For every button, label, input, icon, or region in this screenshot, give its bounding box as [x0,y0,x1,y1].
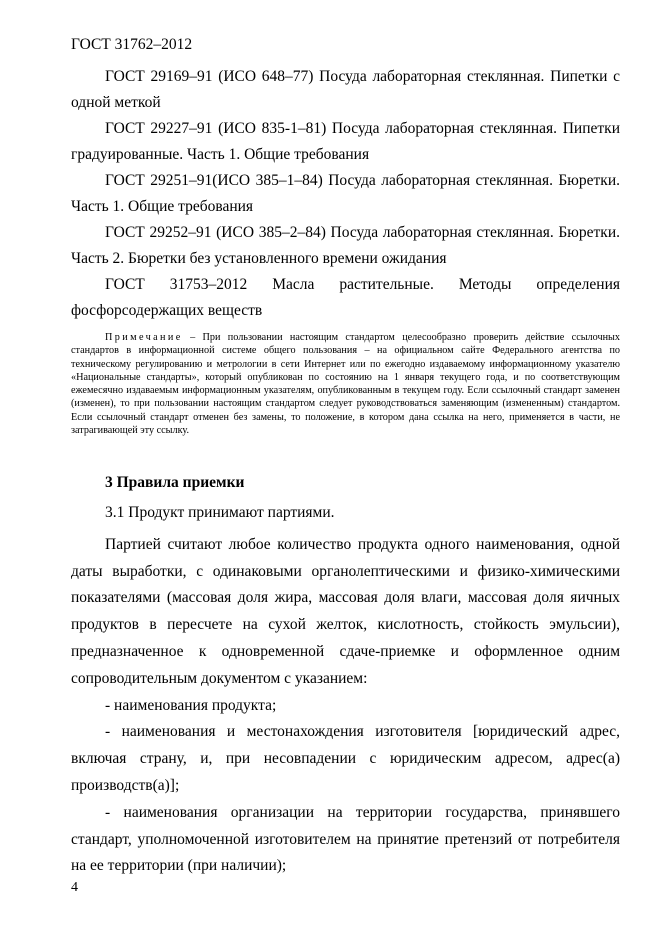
reference-item: ГОСТ 29227–91 (ИСО 835-1–81) Посуда лабораторная стеклянная. Пипетки градуированные. Часть 1. Общие требования [71,120,620,163]
page-number: 4 [71,880,78,895]
document-header: ГОСТ 31762–2012 [71,36,193,53]
note-block [71,331,620,437]
list-item: - наименования продукта; [105,696,277,714]
reference-item: ГОСТ 29251–91(ИСО 385–1–84) Посуда лабораторная стеклянная. Бюретки. Часть 1. Общие требования [71,172,620,215]
note-text: – При пользовании настоящим стандартом целесообразно проверить действие ссылочных стандартов в информационной системе общего пользования – на официальном сайте Федерального агентства по техническому регулированию и метрологии в сети Интернет или по ежегодно издаваемому информационному указателю «Национальные стандарты», который опубликован по состоянию на 1 января текущего года, и по соответствующим ежемесячно издаваемым информационным указателям, опубликованным в текущем году. Если ссылочный стандарт заменен (изменен), то при пользовании настоящим стандартом следует руководствоваться заменяющим (измененным) стандартом. Если ссылочный стандарт отменен без замены, то положение, в котором дана ссылка на него, применяется в части, не затрагивающей эту ссылку. [71,332,620,437]
section-body [71,500,620,880]
reference-item: ГОСТ 29252–91 (ИСО 385–2–84) Посуда лабораторная стеклянная. Бюретки. Часть 2. Бюретки без установленного времени ожидания [71,224,620,267]
section-title: 3 Правила приемки [105,474,245,491]
list-item: - наименования организации на территории государства, принявшего стандарт, уполномоченной изготовителем на принятие претензий от потребителя на ее территории (при наличии); [71,803,620,875]
paragraph: 3.1 Продукт принимают партиями. [105,504,335,521]
list-item: - наименования и местонахождения изготовителя [юридический адрес, включая страну, и, при несовпадении с юридическим адресом, адрес(а) производств(а)]; [71,723,620,794]
reference-item: ГОСТ 31753–2012 Масла растительные. Методы определения фосфорсодержащих веществ [71,276,620,319]
normative-references [71,64,620,324]
paragraph: Партией считают любое количество продукта одного наименования, одной даты выработки, с одинаковыми органолептическими и физико-химическими показателями (массовая доля жира, массовая доля влаги, массовая доля яичных продуктов в пересчете на сухой желток, кислотность, стойкость эмульсии), предназначенное к одновременной сдаче-приемке и оформленное одним сопроводительным документом с указанием: [71,535,620,687]
reference-item: ГОСТ 29169–91 (ИСО 648–77) Посуда лабораторная стеклянная. Пипетки с одной меткой [71,68,620,111]
note-label: Примечание [105,332,183,343]
